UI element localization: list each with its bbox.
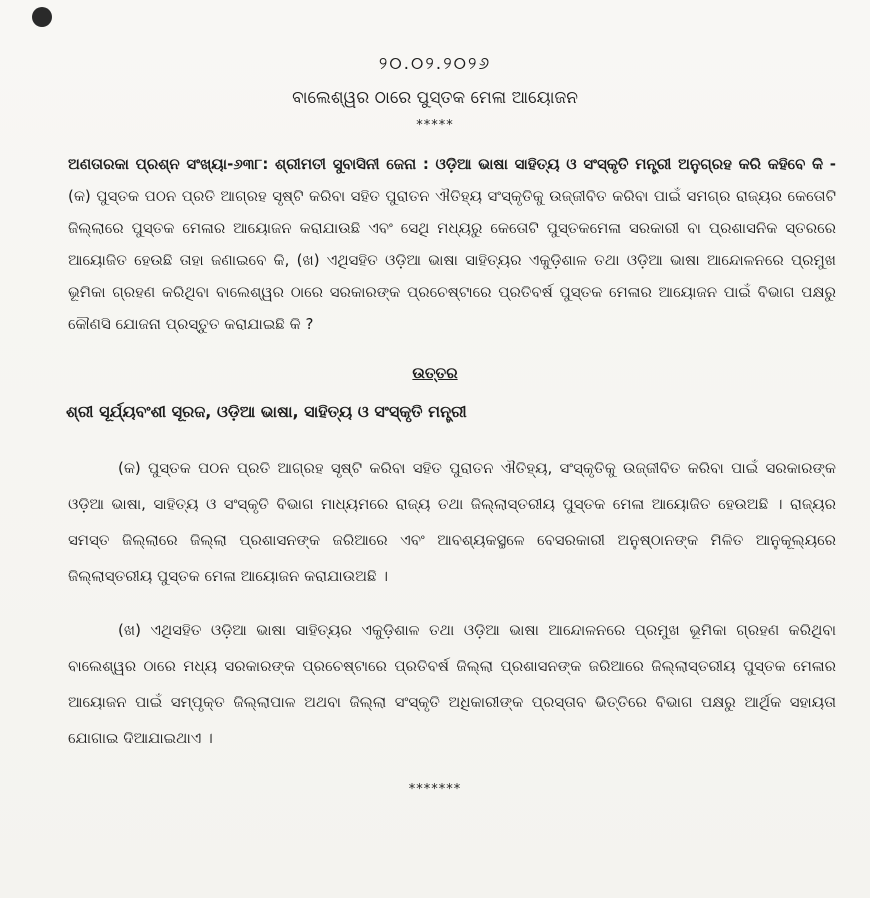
question-label: ଅଣତାରକା ପ୍ରଶ୍ନ ସଂଖ୍ୟା-୬୩୮: ଶ୍ରୀମତୀ ସୁବାସିନୀ ଜେନା : ଓଡ଼ିଆ ଭାଷା ସାହିତ୍ୟ ଓ ସଂସ୍କୃତି ମନ୍ତ୍ରୀ ଅନୁଗ୍ରହ କରି କହିବେ କି - [68, 155, 836, 173]
punch-hole [32, 7, 52, 27]
answer-paragraph-kha: (ଖ) ଏଥିସହିତ ଓଡ଼ିଆ ଭାଷା ସାହିତ୍ୟର ଏକୁଡ଼ିଶାଳ ତଥା ଓଡ଼ିଆ ଭାଷା ଆନ୍ଦୋଳନରେ ପ୍ରମୁଖ ଭୂମିକା ଗ୍ରହଣ କରିଥିବା ବାଲେଶ୍ୱର ଠାରେ ମଧ୍ୟ ସରକାରଙ୍କ ପ୍ରଚେଷ୍ଟାରେ ପ୍ରତିବର୍ଷ ଜିଲ୍ଲା ପ୍ରଶାସନଙ୍କ ଜରିଆରେ ଜିଲ୍ଲାସ୍ତରୀୟ ପୁସ୍ତକ ମେଳାର ଆୟୋଜନ ପାଇଁ ସମ୍ପୃକ୍ତ ଜିଲ୍ଲାପାଳ ଅଥବା ଜିଲ୍ଲା ସଂସ୍କୃତି ଅଧିକାରୀଙ୍କ ପ୍ରସ୍ତାବ ଭିତ୍ତିରେ ବିଭାଗ ପକ୍ଷରୁ ଆର୍ଥିକ ସହାୟତା ଯୋଗାଇ ଦିଆଯାଇଥାଏ । [68, 621, 836, 747]
minister-name: ଶ୍ରୀ ସୂର୍ଯ୍ୟବଂଶୀ ସୂରଜ, ଓଡ଼ିଆ ଭାଷା, ସାହିତ୍ୟ ଓ ସଂସ୍କୃତି ମନ୍ତ୍ରୀ [66, 402, 467, 421]
document-title: ବାଲେଶ୍ୱର ଠାରେ ପୁସ୍ତକ ମେଳା ଆୟୋଜନ [292, 88, 578, 108]
answer-paragraph-ka: (କ) ପୁସ୍ତକ ପଠନ ପ୍ରତି ଆଗ୍ରହ ସୃଷ୍ଟି କରିବା ସହିତ ପୁରାତନ ଐତିହ୍ୟ, ସଂସ୍କୃତିକୁ ଉଜ୍ଜୀବିତ କରିବା ପାଇଁ ସରକାରଙ୍କ ଓଡ଼ିଆ ଭାଷା, ସାହିତ୍ୟ ଓ ସଂସ୍କୃତି ବିଭାଗ ମାଧ୍ୟମରେ ରାଜ୍ୟ ତଥା ଜିଲ୍ଲାସ୍ତରୀୟ ପୁସ୍ତକ ମେଳା ଆୟୋଜିତ ହେଉଅଛି । ରାଜ୍ୟର ସମସ୍ତ ଜିଲ୍ଲାରେ ଜିଲ୍ଲା ପ୍ରଶାସନଙ୍କ ଜରିଆରେ ଏବଂ ଆବଶ୍ୟକସ୍ଥଳେ ବେସରକାରୀ ଅନୁଷ୍ଠାନଙ୍କ ମିଳିତ ଆନୁକୂଲ୍ୟରେ ଜିଲ୍ଲାସ୍ତରୀୟ ପୁସ୍ତକ ମେଳା ଆୟୋଜନ କରାଯାଉଅଛି । [68, 459, 836, 585]
document-date: ୨୦.୦୨.୨୦୨୬ [378, 54, 492, 74]
question-text: (କ) ପୁସ୍ତକ ପଠନ ପ୍ରତି ଆଗ୍ରହ ସୃଷ୍ଟି କରିବା ସହିତ ପୁରାତନ ଐତିହ୍ୟ ସଂସ୍କୃତିକୁ ଉଜ୍ଜୀବିତ କରିବା ପାଇଁ ସମଗ୍ର ରାଜ୍ୟର କେତୋଟି ଜିଲ୍ଲାରେ ପୁସ୍ତକ ମେଳାର ଆୟୋଜନ କରାଯାଉଛି ଏବଂ ସେଥି ମଧ୍ୟରୁ କେତୋଟି ପୁସ୍ତକମେଳା ସରକାରୀ ବା ପ୍ରଶାସନିକ ସ୍ତରରେ ଆୟୋଜିତ ହେଉଛି ତାହା ଜଣାଇବେ କି, (ଖ) ଏଥିସହିତ ଓଡ଼ିଆ ଭାଷା ସାହିତ୍ୟର ଏକୁଡ଼ିଶାଳ ତଥା ଓଡ଼ିଆ ଭାଷା ଆନ୍ଦୋଳନରେ ପ୍ରମୁଖ ଭୂମିକା ଗ୍ରହଣ କରିଥିବା ବାଲେଶ୍ୱର ଠାରେ ସରକାରଙ୍କ ପ୍ରଚେଷ୍ଟାରେ ପ୍ରତିବର୍ଷ ପୁସ୍ତକ ମେଳାର ଆୟୋଜନ ପାଇଁ ବିଭାଗ ପକ୍ଷରୁ କୌଣସି ଯୋଜନା ପ୍ରସ୍ତୁତ କରାଯାଇଛି କି ? [68, 187, 836, 333]
separator-stars-top: ***** [416, 118, 454, 133]
question-paragraph [68, 148, 836, 340]
answer-heading: ଉତ୍ତର [412, 364, 458, 382]
separator-stars-bottom: ******* [408, 782, 462, 797]
